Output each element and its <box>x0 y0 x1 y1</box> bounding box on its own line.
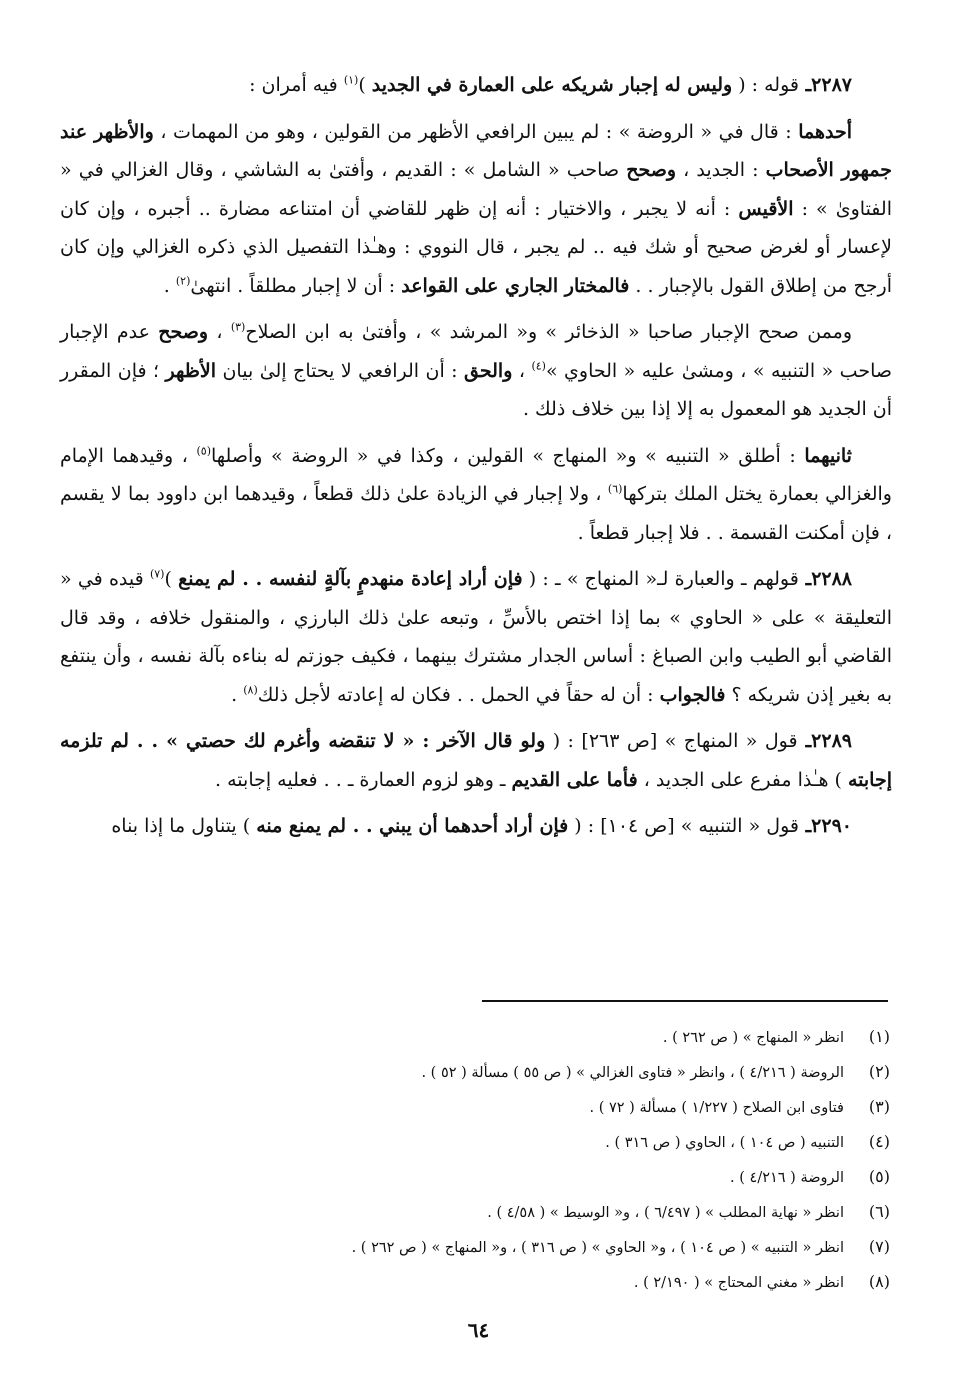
bold-text: فإن أراد أحدهما أن يبني . . لم يمنع منه <box>256 815 569 837</box>
page-number: ٦٤ <box>467 1318 490 1342</box>
text-run: ) <box>164 568 179 590</box>
text-run: صاحب « الشامل » : القديم ، وأفتىٰ به الشاشي ، وقال الغزالي في « الفتاوىٰ » : <box>60 159 892 220</box>
footnote-number: (٤) <box>868 1132 890 1151</box>
text-run: قيده في « التعليقة » على « الحاوي » بما إذا اختص بالأسِّ ، وتبعه علىٰ ذلك البارزي ، والمنقول خلافه ، وقد قال القاضي أبو الطيب وابن الصباغ : أساس الجدار مشترك بينهما ، فكيف جوزتم له بناءه بآلة نفسه ، وأن ينتفع به بغير إذن شريكه ؟ <box>60 568 892 706</box>
footnote-number: (٨) <box>868 1272 890 1291</box>
text-run: : أن لا إجبار مطلقاً . انتهىٰ <box>190 274 402 297</box>
text-run: : أن له حقاً في الحمل . . فكان له إعادته لأجل ذلك <box>257 683 660 706</box>
footnote-ref: (٣) <box>230 320 246 334</box>
text-run: ، <box>208 321 231 343</box>
text-run: ) هـٰذا مفرع على الجديد ، <box>637 768 848 791</box>
main-text <box>60 66 892 854</box>
footnote-5 <box>60 1160 892 1195</box>
footnote-text: انظر « المنهاج » ( ص ٢٦٢ ) . <box>662 1030 844 1046</box>
footnote-ref: (٢) <box>175 274 191 288</box>
bold-text: فالجواب <box>659 683 726 706</box>
text-run: ، ولا إجبار في الزيادة علىٰ ذلك قطعاً ، وقيدهما ابن داوود بما لا يقسم ، فإن أمكنت القسمة . . فلا إجبار قطعاً . <box>60 483 892 544</box>
text-run: . <box>163 274 176 297</box>
bold-text: فإن أراد إعادة منهدمٍ بآلةٍ لنفسه . . لم يمنع <box>178 568 523 590</box>
bold-text: فالمختار الجاري على القواعد <box>401 274 630 297</box>
footnote-3 <box>60 1090 892 1125</box>
text-run: ) <box>358 74 372 96</box>
text-run: : أن الرافعي لا يحتاج إلىٰ بيان <box>216 359 465 382</box>
text-run: ، <box>512 359 532 382</box>
paragraph-2287 <box>60 66 892 105</box>
text-run: ؛ فإن المقرر أن الجديد هو المعمول به إلا إذا بين خلاف ذلك . <box>60 359 892 420</box>
footnote-number: (٦) <box>868 1202 890 1221</box>
text-run: قول « التنبيه » [ص ١٠٤] : ( <box>568 815 799 837</box>
footnote-number: (٣) <box>868 1097 890 1116</box>
footnote-1 <box>60 1020 892 1055</box>
footnote-text: انظر « نهاية المطلب » ( ٦/٤٩٧ ) ، و« الوسيط » ( ٤/٥٨ ) . <box>487 1205 844 1221</box>
paragraph-2290 <box>60 807 892 846</box>
bold-text: ولو قال الآخر : « لا تنقضه وأغرم لك حصتي » . . لم تلزمه إجابته <box>60 730 892 791</box>
paragraph-first-matter <box>60 113 892 306</box>
text-run: : أطلق « التنبيه » و« المنهاج » القولين ، وكذا في « الروضة » وأصلها <box>210 444 805 467</box>
text-run: قول « المنهاج » [ص ٢٦٣] : ( <box>545 730 798 752</box>
text-run: قوله : ( <box>732 74 799 96</box>
footnote-text: انظر « مغني المحتاج » ( ٢/١٩٠ ) . <box>633 1275 844 1291</box>
footnote-text: التنبيه ( ص ١٠٤ ) ، الحاوي ( ص ٣١٦ ) . <box>605 1135 844 1151</box>
bold-text: وصحح <box>158 321 209 343</box>
footnote-7 <box>60 1230 892 1265</box>
footnote-number: (٢) <box>868 1062 890 1081</box>
footnote-ref: (٤) <box>531 359 546 373</box>
footnote-4 <box>60 1125 892 1160</box>
text-run: . <box>231 683 244 706</box>
text-run: قولهم ـ والعبارة لـ« المنهاج » ـ : ( <box>522 568 799 590</box>
bold-text: وصحح <box>626 159 677 181</box>
bold-text: الأظهر <box>165 359 217 382</box>
footnote-number: (١) <box>868 1027 890 1046</box>
bold-text: والأظهر عند جمهور الأصحاب <box>60 120 893 181</box>
footnote-text: الروضة ( ٤/٢١٦ ) . <box>730 1170 844 1186</box>
footnote-text: انظر « التنبيه » ( ص ١٠٤ ) ، و« الحاوي » ( ص ٣١٦ ) ، و« المنهاج » ( ص ٢٦٢ ) . <box>351 1240 844 1256</box>
text-run: ، وقيدهما الإمام والغزالي بعمارة يختل الملك بتركها <box>60 444 892 505</box>
footnote-8 <box>60 1265 892 1300</box>
footnote-ref: (٥) <box>196 444 211 458</box>
text-run: ـ وهو لزوم العمارة ـ . . فعليه إجابته . <box>215 768 512 791</box>
footnote-ref: (٧) <box>149 567 165 581</box>
footnote-ref: (١) <box>343 73 359 87</box>
footnote-text: فتاوى ابن الصلاح ( ١/٢٢٧ ) مسألة ( ٧٢ ) . <box>589 1100 844 1116</box>
text-run: وممن صحح الإجبار صاحبا « الذخائر » و« المرشد » ، وأفتىٰ به ابن الصلاح <box>245 321 853 343</box>
text-run: فيه أمران : <box>249 74 344 96</box>
footnote-6 <box>60 1195 892 1230</box>
footnote-number: (٥) <box>868 1167 890 1186</box>
text-run: : الجديد ، <box>676 159 766 181</box>
text-run: عدم الإجبار صاحب « التنبيه » ، ومشىٰ عليه « الحاوي » <box>60 321 893 382</box>
bold-text: الأقيس <box>738 197 794 220</box>
footnote-ref: (٦) <box>607 482 623 496</box>
bold-text: أحدهما <box>798 120 853 143</box>
footnote-divider <box>482 1000 888 1002</box>
bold-text: ٢٢٨٨ـ <box>798 568 853 590</box>
bold-text: وليس له إجبار شريكه على العمارة في الجديد <box>371 74 733 96</box>
text-run: : قال في « الروضة » : لم يبين الرافعي الأظهر من القولين ، وهو من المهمات ، <box>153 120 799 143</box>
paragraph-2288 <box>60 560 892 714</box>
paragraph-second-matter <box>60 437 892 553</box>
bold-text: فأما على القديم <box>511 768 638 791</box>
footnote-number: (٧) <box>868 1237 890 1256</box>
bold-text: والحق <box>464 359 513 382</box>
paragraph-2289 <box>60 722 892 799</box>
bold-text: ٢٢٨٩ـ <box>797 730 852 752</box>
footnote-text: الروضة ( ٤/٢١٦ ) ، وانظر « فتاوى الغزالي » ( ص ٥٥ ) مسألة ( ٥٢ ) . <box>421 1065 844 1081</box>
text-run: : أنه لا يجبر ، والاختيار : أنه إن ظهر للقاضي أن امتناعه مضارة .. أجبره ، وإن كان لإعسار أو لغرض صحيح أو شك فيه .. لم يجبر ، قال النووي : وهـٰذا التفصيل الذي ذكره الغزالي وإن كان أرجح من إطلاق القول بالإجبار . . <box>60 197 892 297</box>
paragraph-those-who-corrected <box>60 313 892 429</box>
bold-text: ٢٢٨٧ـ <box>798 74 852 96</box>
bold-text: ٢٢٩٠ـ <box>798 815 852 837</box>
footnote-ref: (٨) <box>243 683 258 697</box>
bold-text: ثانيهما <box>804 444 852 467</box>
text-run: ) يتناول ما إذا بناه <box>111 815 257 837</box>
footnotes <box>60 1020 892 1300</box>
footnote-2 <box>60 1055 892 1090</box>
